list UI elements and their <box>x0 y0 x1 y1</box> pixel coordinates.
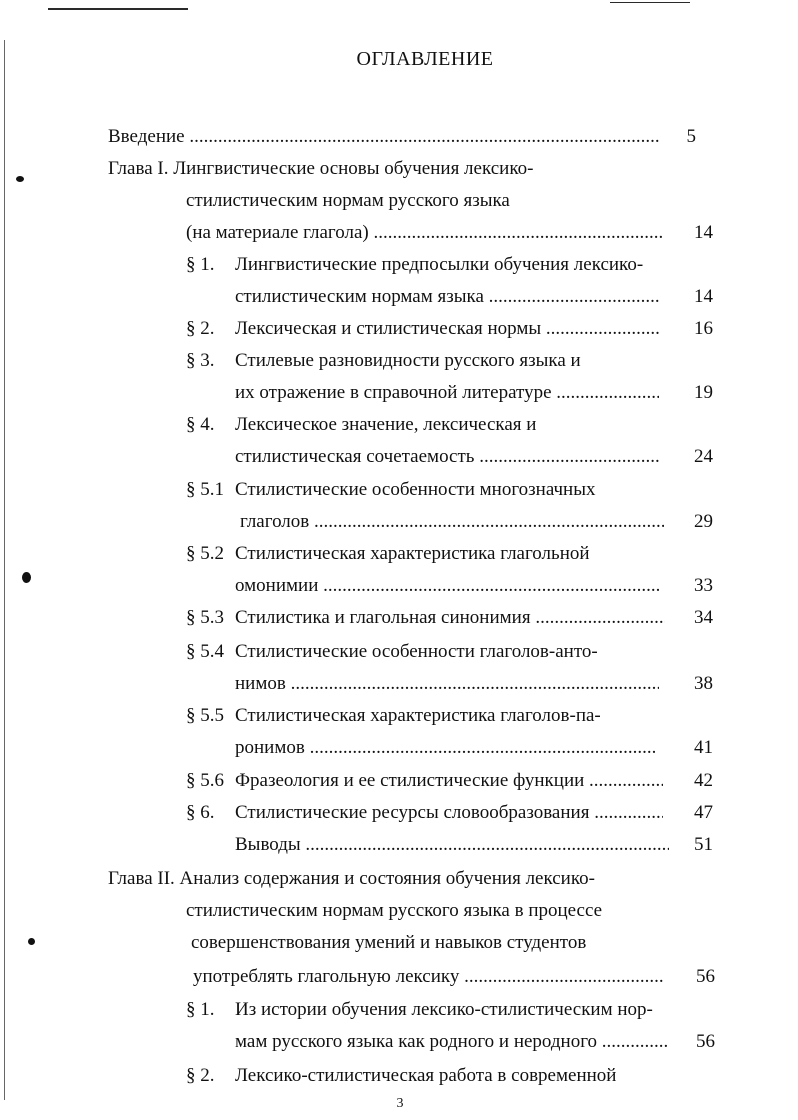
toc-ch2-section-1-line1: Из истории обучения лексико-стилистическим нор- <box>235 999 653 1020</box>
toc-page-section-3: 19 <box>694 382 713 403</box>
toc-section-6-line1: Стилистические ресурсы словообразования ..... <box>235 801 663 825</box>
toc-section-number: § 2. <box>186 1065 215 1086</box>
toc-page-section-5-1: 29 <box>694 511 713 532</box>
toc-page-section-5-3: 34 <box>694 607 713 628</box>
toc-section-number: § 5.5 <box>186 705 224 726</box>
toc-chapter1-line3: (на материале глагола) ..... <box>186 221 662 245</box>
toc-section-number: § 5.1 <box>186 479 224 500</box>
toc-section-4-line1: Лексическое значение, лексическая и <box>235 414 537 435</box>
toc-page-section-1: 14 <box>694 286 713 307</box>
toc-chapter2-line4: употреблять глагольную лексику ..... <box>193 965 663 989</box>
toc-section-number: § 5.2 <box>186 543 224 564</box>
toc-section-5-5-line2: ронимов ..... <box>235 736 655 760</box>
toc-section-number: § 5.6 <box>186 770 224 791</box>
toc-page-chapter2: 56 <box>696 966 715 987</box>
toc-section-5-2-line1: Стилистическая характеристика глагольной <box>235 543 590 564</box>
toc-page-section-5-6: 42 <box>694 770 713 791</box>
toc-page-section-5-4: 38 <box>694 673 713 694</box>
toc-section-3-line1: Стилевые разновидности русского языка и <box>235 350 581 371</box>
toc-section-5-3-line1: Стилистика и глагольная синонимия ..... <box>235 606 665 630</box>
toc-section-5-4-line1: Стилистические особенности глаголов-анто- <box>235 641 598 662</box>
toc-page-chapter1: 14 <box>694 222 713 243</box>
scan-top-line-right <box>610 2 690 3</box>
toc-section-number: § 1. <box>186 999 215 1020</box>
toc-ch2-section-2-line1: Лексико-стилистическая работа в современной <box>235 1065 617 1086</box>
scan-speck <box>16 176 24 182</box>
toc-page-ch2-section-1: 56 <box>696 1031 715 1052</box>
toc-section-number: § 6. <box>186 802 215 823</box>
toc-section-number: § 5.4 <box>186 641 224 662</box>
toc-ch2-section-1-line2: мам русского языка как родного и неродного ..... <box>235 1030 669 1054</box>
toc-page-section-6: 47 <box>694 802 713 823</box>
toc-section-5-1-line1: Стилистические особенности многозначных <box>235 479 596 500</box>
toc-page-section-2: 16 <box>694 318 713 339</box>
scan-speck <box>28 938 35 945</box>
toc-section-5-6-line1: Фразеология и ее стилистические функции ..... <box>235 769 663 793</box>
scan-left-edge <box>4 40 5 1100</box>
toc-entry-intro: Введение ..... <box>108 125 660 149</box>
toc-section-5-5-line1: Стилистическая характеристика глаголов-па- <box>235 705 601 726</box>
toc-chapter1-line2: стилистическим нормам русского языка <box>186 190 510 211</box>
page-number: 3 <box>396 1096 404 1111</box>
toc-chapter2-line1: Глава II. Анализ содержания и состояния обучения лексико- <box>108 868 595 889</box>
toc-section-5-2-line2: омонимии ..... <box>235 574 659 598</box>
toc-section-4-line2: стилистическая сочетаемость ..... <box>235 445 659 469</box>
toc-chapter2-line3: совершенствования умений и навыков студентов <box>191 932 587 953</box>
toc-page-section-5-5: 41 <box>694 737 713 758</box>
toc-section-number: § 2. <box>186 318 215 339</box>
toc-page-intro: 5 <box>686 126 696 147</box>
toc-page-section-5-2: 33 <box>694 575 713 596</box>
toc-section-1-line2: стилистическим нормам языка ..... <box>235 285 659 309</box>
toc-section-5-4-line2: нимов ..... <box>235 672 659 696</box>
toc-section-5-1-line2: глаголов ..... <box>240 510 664 534</box>
toc-section-number: § 3. <box>186 350 215 371</box>
toc-chapter2-line2: стилистическим нормам русского языка в процессе <box>186 900 603 921</box>
toc-page-conclusions: 51 <box>694 834 713 855</box>
scan-speck <box>22 572 31 583</box>
toc-entry-conclusions: Выводы ..... <box>235 833 669 857</box>
scan-top-line-left <box>48 8 188 10</box>
toc-title: ОГЛАВЛЕНИЕ <box>356 48 494 70</box>
toc-section-number: § 4. <box>186 414 215 435</box>
toc-section-number: § 5.3 <box>186 607 224 628</box>
toc-section-1-line1: Лингвистические предпосылки обучения лексико- <box>235 254 644 275</box>
toc-section-2-line1: Лексическая и стилистическая нормы ..... <box>235 317 659 341</box>
toc-section-3-line2: их отражение в справочной литературе ..... <box>235 381 659 405</box>
toc-section-number: § 1. <box>186 254 215 275</box>
toc-page-section-4: 24 <box>694 446 713 467</box>
toc-chapter1-line1: Глава I. Лингвистические основы обучения лексико- <box>108 158 534 179</box>
